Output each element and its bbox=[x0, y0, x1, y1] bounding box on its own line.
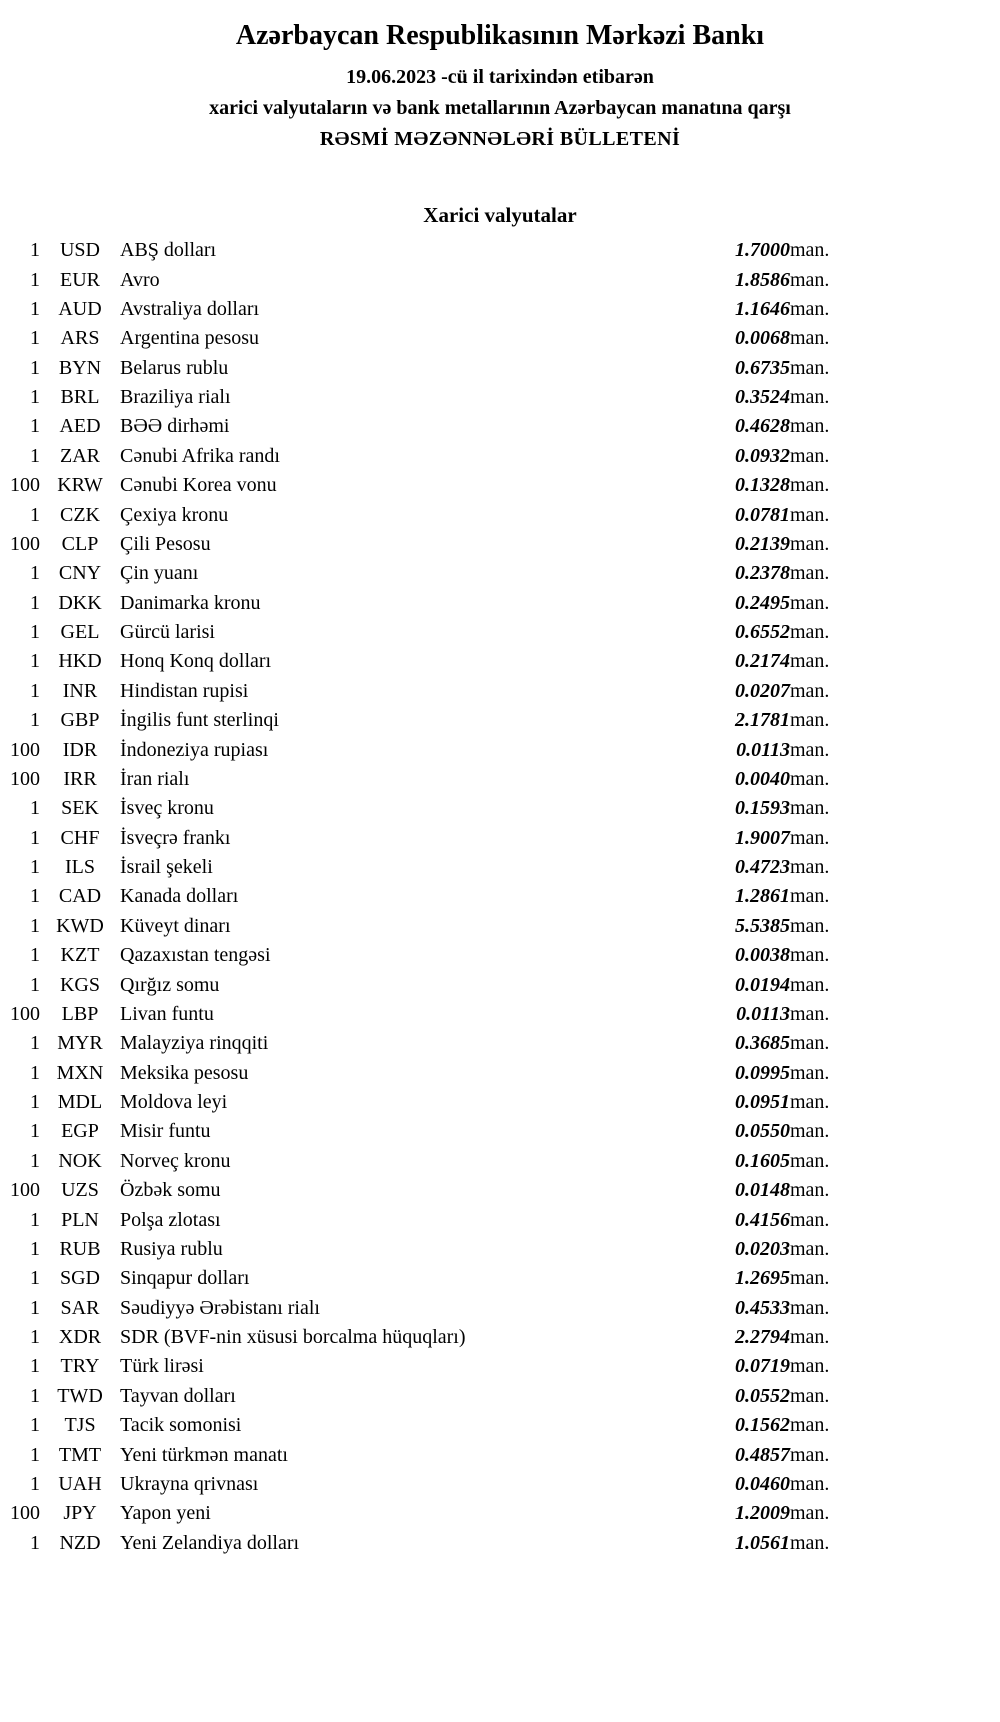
quantity-cell: 1 bbox=[30, 1208, 40, 1231]
unit-label: man. bbox=[790, 297, 830, 320]
quantity-cell: 100 bbox=[10, 532, 40, 555]
unit-label: man. bbox=[790, 1002, 830, 1025]
unit-label: man. bbox=[790, 1179, 830, 1202]
bulletin-title: RƏSMİ MƏZƏNNƏLƏRİ BÜLLETENİ bbox=[319, 128, 681, 150]
currency-name: Yeni Zelandiya dolları bbox=[120, 1531, 300, 1554]
rate-value: 0.1328 bbox=[735, 474, 790, 497]
rate-value: 0.4857 bbox=[735, 1443, 790, 1466]
unit-label: man. bbox=[790, 1267, 830, 1290]
rate-value: 0.0932 bbox=[735, 444, 790, 467]
currency-code: LBP bbox=[61, 1002, 99, 1025]
table-row bbox=[6, 735, 880, 764]
quantity-cell: 1 bbox=[30, 444, 40, 467]
table-row bbox=[6, 912, 880, 941]
rate-value: 1.2861 bbox=[735, 885, 790, 908]
quantity-cell: 100 bbox=[10, 767, 40, 790]
currency-code: GBP bbox=[60, 709, 100, 732]
currency-code: ZAR bbox=[60, 444, 100, 467]
unit-label: man. bbox=[790, 856, 830, 879]
quantity-cell: 100 bbox=[10, 1502, 40, 1525]
unit-label: man. bbox=[790, 532, 830, 555]
currency-name: Yeni türkmən manatı bbox=[120, 1443, 288, 1466]
unit-label: man. bbox=[790, 738, 830, 761]
rate-value: 5.5385 bbox=[735, 914, 790, 937]
currency-code: ILS bbox=[65, 856, 95, 879]
rate-value: 0.3685 bbox=[735, 1032, 790, 1055]
rate-value: 0.0460 bbox=[735, 1472, 790, 1495]
unit-label: man. bbox=[790, 444, 830, 467]
rate-value: 0.1562 bbox=[735, 1414, 790, 1437]
currency-name: Honq Konq dolları bbox=[120, 650, 272, 673]
table-row bbox=[6, 765, 880, 794]
unit-label: man. bbox=[790, 1384, 830, 1407]
currency-code: SGD bbox=[59, 1267, 100, 1290]
currency-name: İndoneziya rupiası bbox=[120, 738, 269, 761]
currency-name: Moldova leyi bbox=[120, 1091, 228, 1114]
quantity-cell: 1 bbox=[30, 1061, 40, 1084]
rates-table bbox=[6, 236, 880, 1558]
currency-name: Qazaxıstan tengəsi bbox=[120, 944, 271, 967]
table-row bbox=[6, 647, 880, 676]
unit-label: man. bbox=[790, 621, 830, 644]
currency-code: HKD bbox=[58, 650, 102, 673]
currency-code: EGP bbox=[61, 1120, 99, 1143]
quantity-cell: 100 bbox=[10, 1002, 40, 1025]
currency-name: Cənubi Korea vonu bbox=[120, 474, 277, 497]
rate-value: 0.6552 bbox=[735, 621, 790, 644]
currency-code: TJS bbox=[64, 1414, 96, 1437]
quantity-cell: 1 bbox=[30, 1296, 40, 1319]
rate-value: 0.1605 bbox=[735, 1149, 790, 1172]
table-row bbox=[6, 383, 880, 412]
unit-label: man. bbox=[790, 386, 830, 409]
unit-label: man. bbox=[790, 797, 830, 820]
quantity-cell: 1 bbox=[30, 973, 40, 996]
section-title-foreign-currencies: Xarici valyutalar bbox=[423, 203, 577, 227]
unit-label: man. bbox=[790, 1149, 830, 1172]
currency-code: BYN bbox=[58, 356, 102, 379]
currency-name: Küveyt dinarı bbox=[120, 914, 231, 937]
currency-name: Çili Pesosu bbox=[120, 532, 211, 555]
table-row bbox=[6, 1470, 880, 1499]
unit-label: man. bbox=[790, 1237, 830, 1260]
unit-label: man. bbox=[790, 885, 830, 908]
table-row bbox=[6, 970, 880, 999]
table-row bbox=[6, 1205, 880, 1234]
rate-value: 0.0194 bbox=[735, 973, 790, 996]
unit-label: man. bbox=[790, 239, 830, 262]
currency-name: Braziliya rialı bbox=[120, 386, 231, 409]
rate-value: 0.0781 bbox=[735, 503, 790, 526]
currency-name: Livan funtu bbox=[120, 1002, 214, 1025]
currency-code: XDR bbox=[58, 1326, 102, 1349]
rate-value: 2.2794 bbox=[735, 1326, 790, 1349]
currency-name: İngilis funt sterlinqi bbox=[120, 709, 279, 732]
quantity-cell: 1 bbox=[30, 415, 40, 438]
table-row bbox=[6, 1294, 880, 1323]
table-row bbox=[6, 236, 880, 265]
quantity-cell: 1 bbox=[30, 503, 40, 526]
quantity-cell: 1 bbox=[30, 1472, 40, 1495]
rate-value: 0.0040 bbox=[735, 767, 790, 790]
currency-name: Malayziya rinqqiti bbox=[120, 1032, 269, 1055]
currency-name: İsveç kronu bbox=[120, 797, 214, 820]
quantity-cell: 1 bbox=[30, 1237, 40, 1260]
rate-value: 0.0719 bbox=[735, 1355, 790, 1378]
rate-value: 0.2139 bbox=[735, 532, 790, 555]
quantity-cell: 1 bbox=[30, 1120, 40, 1143]
unit-label: man. bbox=[790, 944, 830, 967]
currency-name: Hindistan rupisi bbox=[120, 679, 249, 702]
currency-name: Çin yuanı bbox=[120, 562, 199, 585]
table-row bbox=[6, 1029, 880, 1058]
table-row bbox=[6, 559, 880, 588]
unit-label: man. bbox=[790, 1061, 830, 1084]
quantity-cell: 1 bbox=[30, 1091, 40, 1114]
table-row bbox=[6, 412, 880, 441]
rate-value: 0.0550 bbox=[735, 1120, 790, 1143]
currency-name: Özbək somu bbox=[120, 1179, 221, 1202]
table-row bbox=[6, 1411, 880, 1440]
currency-code: KGS bbox=[59, 973, 100, 996]
unit-label: man. bbox=[790, 562, 830, 585]
quantity-cell: 100 bbox=[10, 474, 40, 497]
quantity-cell: 1 bbox=[30, 1149, 40, 1172]
table-row bbox=[6, 1147, 880, 1176]
page-title: Azərbaycan Respublikasının Mərkəzi Bankı bbox=[235, 20, 765, 51]
rates-table-body bbox=[6, 236, 880, 1558]
table-row bbox=[6, 706, 880, 735]
unit-label: man. bbox=[790, 1091, 830, 1114]
currency-code: AUD bbox=[58, 297, 102, 320]
table-row bbox=[6, 1059, 880, 1088]
table-row bbox=[6, 500, 880, 529]
currency-code: RUB bbox=[59, 1237, 101, 1260]
quantity-cell: 1 bbox=[30, 797, 40, 820]
currency-name: Sinqapur dolları bbox=[120, 1267, 250, 1290]
rate-value: 1.7000 bbox=[735, 239, 790, 262]
rate-value: 0.0148 bbox=[735, 1179, 790, 1202]
rate-value: 0.4533 bbox=[735, 1296, 790, 1319]
currency-name: Polşa zlotası bbox=[120, 1208, 221, 1231]
table-row bbox=[6, 1000, 880, 1029]
table-row bbox=[6, 1264, 880, 1293]
unit-label: man. bbox=[790, 1472, 830, 1495]
table-row bbox=[6, 471, 880, 500]
table-row bbox=[6, 530, 880, 559]
currency-code: PLN bbox=[61, 1208, 99, 1231]
rate-value: 0.0113 bbox=[736, 1002, 790, 1025]
quantity-cell: 1 bbox=[30, 562, 40, 585]
quantity-cell: 1 bbox=[30, 386, 40, 409]
table-row bbox=[6, 677, 880, 706]
quantity-cell: 1 bbox=[30, 826, 40, 849]
currency-name: Səudiyyə Ərəbistanı rialı bbox=[120, 1296, 320, 1319]
currency-code: IRR bbox=[63, 767, 97, 790]
quantity-cell: 1 bbox=[30, 621, 40, 644]
quantity-cell: 1 bbox=[30, 297, 40, 320]
table-row bbox=[6, 1176, 880, 1205]
currency-code: NOK bbox=[58, 1149, 102, 1172]
rate-value: 0.0038 bbox=[735, 944, 790, 967]
unit-label: man. bbox=[790, 1414, 830, 1437]
unit-label: man. bbox=[790, 1208, 830, 1231]
quantity-cell: 1 bbox=[30, 914, 40, 937]
table-row bbox=[6, 1440, 880, 1469]
currency-name: Argentina pesosu bbox=[120, 327, 260, 350]
currency-code: KZT bbox=[60, 944, 100, 967]
unit-label: man. bbox=[790, 973, 830, 996]
rate-value: 0.3524 bbox=[735, 386, 790, 409]
quantity-cell: 1 bbox=[30, 268, 40, 291]
quantity-cell: 1 bbox=[30, 1443, 40, 1466]
currency-code: MDL bbox=[57, 1091, 103, 1114]
unit-label: man. bbox=[790, 474, 830, 497]
currency-name: Norveç kronu bbox=[120, 1149, 231, 1172]
currency-name: Çexiya kronu bbox=[120, 503, 229, 526]
unit-label: man. bbox=[790, 1326, 830, 1349]
table-row bbox=[6, 1088, 880, 1117]
currency-name: Avstraliya dolları bbox=[120, 297, 260, 320]
table-row bbox=[6, 794, 880, 823]
table-row bbox=[6, 324, 880, 353]
unit-label: man. bbox=[790, 1120, 830, 1143]
currency-code: UZS bbox=[61, 1179, 99, 1202]
table-row bbox=[6, 1117, 880, 1146]
quantity-cell: 1 bbox=[30, 591, 40, 614]
unit-label: man. bbox=[790, 709, 830, 732]
currency-code: BRL bbox=[60, 386, 100, 409]
subject-line: xarici valyutaların və bank metallarının Azərbaycan manatına qarşı bbox=[209, 97, 791, 119]
currency-code: CNY bbox=[58, 562, 102, 585]
table-row bbox=[6, 882, 880, 911]
currency-name: Gürcü larisi bbox=[120, 621, 215, 644]
rate-value: 0.0552 bbox=[735, 1384, 790, 1407]
currency-code: TRY bbox=[60, 1355, 100, 1378]
currency-code: SAR bbox=[60, 1296, 100, 1319]
rate-value: 0.0995 bbox=[735, 1061, 790, 1084]
currency-code: EUR bbox=[60, 268, 100, 291]
rate-value: 0.0203 bbox=[735, 1237, 790, 1260]
currency-name: ABŞ dolları bbox=[120, 239, 217, 262]
quantity-cell: 1 bbox=[30, 679, 40, 702]
rate-value: 0.2378 bbox=[735, 562, 790, 585]
rate-value: 0.0113 bbox=[736, 738, 790, 761]
currency-name: Kanada dolları bbox=[120, 885, 239, 908]
currency-code: CHF bbox=[60, 826, 100, 849]
quantity-cell: 1 bbox=[30, 1267, 40, 1290]
currency-code: ARS bbox=[60, 327, 100, 350]
unit-label: man. bbox=[790, 1502, 830, 1525]
quantity-cell: 100 bbox=[10, 1179, 40, 1202]
currency-code: KRW bbox=[57, 474, 103, 497]
unit-label: man. bbox=[790, 591, 830, 614]
rate-value: 0.0207 bbox=[735, 679, 790, 702]
currency-name: Avro bbox=[120, 268, 160, 291]
unit-label: man. bbox=[790, 1032, 830, 1055]
quantity-cell: 1 bbox=[30, 239, 40, 262]
rate-value: 0.0068 bbox=[735, 327, 790, 350]
quantity-cell: 1 bbox=[30, 650, 40, 673]
unit-label: man. bbox=[790, 503, 830, 526]
currency-code: SEK bbox=[61, 797, 99, 820]
rate-value: 2.1781 bbox=[735, 709, 790, 732]
quantity-cell: 1 bbox=[30, 709, 40, 732]
currency-name: Tacik somonisi bbox=[120, 1414, 242, 1437]
currency-code: KWD bbox=[56, 914, 104, 937]
rate-value: 0.2495 bbox=[735, 591, 790, 614]
quantity-cell: 1 bbox=[30, 356, 40, 379]
currency-name: Ukrayna qrivnası bbox=[120, 1472, 259, 1495]
currency-code: GEL bbox=[60, 621, 100, 644]
currency-name: Belarus rublu bbox=[120, 356, 229, 379]
table-row bbox=[6, 1529, 880, 1558]
currency-code: AED bbox=[59, 415, 101, 438]
unit-label: man. bbox=[790, 650, 830, 673]
currency-name: BƏƏ dirhəmi bbox=[120, 415, 230, 438]
currency-name: Qırğız somu bbox=[120, 973, 220, 996]
unit-label: man. bbox=[790, 1296, 830, 1319]
unit-label: man. bbox=[790, 1443, 830, 1466]
currency-name: İsrail şekeli bbox=[120, 856, 213, 879]
table-row bbox=[6, 1323, 880, 1352]
rate-value: 1.9007 bbox=[735, 826, 790, 849]
currency-name: Meksika pesosu bbox=[120, 1061, 249, 1084]
table-row bbox=[6, 853, 880, 882]
currency-code: NZD bbox=[59, 1531, 101, 1554]
unit-label: man. bbox=[790, 679, 830, 702]
rate-value: 0.2174 bbox=[735, 650, 790, 673]
currency-code: INR bbox=[62, 679, 98, 702]
effective-date-line: 19.06.2023 -cü il tarixindən etibarən bbox=[346, 66, 654, 88]
currency-name: İsveçrə frankı bbox=[120, 826, 231, 849]
currency-name: Misir funtu bbox=[120, 1120, 211, 1143]
quantity-cell: 1 bbox=[30, 944, 40, 967]
unit-label: man. bbox=[790, 826, 830, 849]
rate-value: 1.1646 bbox=[735, 297, 790, 320]
table-row bbox=[6, 618, 880, 647]
unit-label: man. bbox=[790, 356, 830, 379]
quantity-cell: 1 bbox=[30, 1032, 40, 1055]
table-row bbox=[6, 1382, 880, 1411]
quantity-cell: 100 bbox=[10, 738, 40, 761]
unit-label: man. bbox=[790, 767, 830, 790]
rate-value: 0.0951 bbox=[735, 1091, 790, 1114]
currency-code: MXN bbox=[56, 1061, 104, 1084]
currency-name: Cənubi Afrika randı bbox=[120, 444, 280, 467]
quantity-cell: 1 bbox=[30, 327, 40, 350]
currency-name: İran rialı bbox=[120, 767, 190, 790]
currency-name: Türk lirəsi bbox=[120, 1355, 204, 1378]
table-row bbox=[6, 941, 880, 970]
quantity-cell: 1 bbox=[30, 1326, 40, 1349]
table-row bbox=[6, 1499, 880, 1528]
quantity-cell: 1 bbox=[30, 885, 40, 908]
table-row bbox=[6, 295, 880, 324]
currency-code: IDR bbox=[62, 738, 98, 761]
currency-code: TWD bbox=[57, 1384, 103, 1407]
rate-value: 0.6735 bbox=[735, 356, 790, 379]
currency-code: JPY bbox=[63, 1502, 97, 1525]
table-row bbox=[6, 1352, 880, 1381]
table-row bbox=[6, 1235, 880, 1264]
unit-label: man. bbox=[790, 914, 830, 937]
rate-value: 1.0561 bbox=[735, 1531, 790, 1554]
table-row bbox=[6, 824, 880, 853]
rate-value: 0.4628 bbox=[735, 415, 790, 438]
unit-label: man. bbox=[790, 415, 830, 438]
quantity-cell: 1 bbox=[30, 1355, 40, 1378]
quantity-cell: 1 bbox=[30, 1531, 40, 1554]
currency-name: SDR (BVF-nin xüsusi borcalma hüquqları) bbox=[120, 1326, 466, 1349]
currency-code: CAD bbox=[58, 885, 102, 908]
rate-value: 1.8586 bbox=[735, 268, 790, 291]
rate-value: 0.4723 bbox=[735, 856, 790, 879]
currency-code: CZK bbox=[60, 503, 100, 526]
unit-label: man. bbox=[790, 327, 830, 350]
rate-value: 0.4156 bbox=[735, 1208, 790, 1231]
currency-name: Yapon yeni bbox=[120, 1502, 211, 1525]
unit-label: man. bbox=[790, 268, 830, 291]
currency-name: Danimarka kronu bbox=[120, 591, 261, 614]
table-row bbox=[6, 265, 880, 294]
currency-code: TMT bbox=[58, 1443, 102, 1466]
currency-name: Rusiya rublu bbox=[120, 1237, 223, 1260]
table-row bbox=[6, 354, 880, 383]
currency-code: DKK bbox=[58, 591, 102, 614]
rate-value: 1.2695 bbox=[735, 1267, 790, 1290]
table-row bbox=[6, 442, 880, 471]
quantity-cell: 1 bbox=[30, 1414, 40, 1437]
unit-label: man. bbox=[790, 1355, 830, 1378]
currency-code: UAH bbox=[58, 1472, 102, 1495]
currency-name: Tayvan dolları bbox=[120, 1384, 236, 1407]
currency-code: USD bbox=[59, 239, 100, 262]
quantity-cell: 1 bbox=[30, 856, 40, 879]
quantity-cell: 1 bbox=[30, 1384, 40, 1407]
rate-value: 0.1593 bbox=[735, 797, 790, 820]
table-row bbox=[6, 589, 880, 618]
rate-value: 1.2009 bbox=[735, 1502, 790, 1525]
currency-code: CLP bbox=[61, 532, 99, 555]
unit-label: man. bbox=[790, 1531, 830, 1554]
currency-code: MYR bbox=[57, 1032, 103, 1055]
